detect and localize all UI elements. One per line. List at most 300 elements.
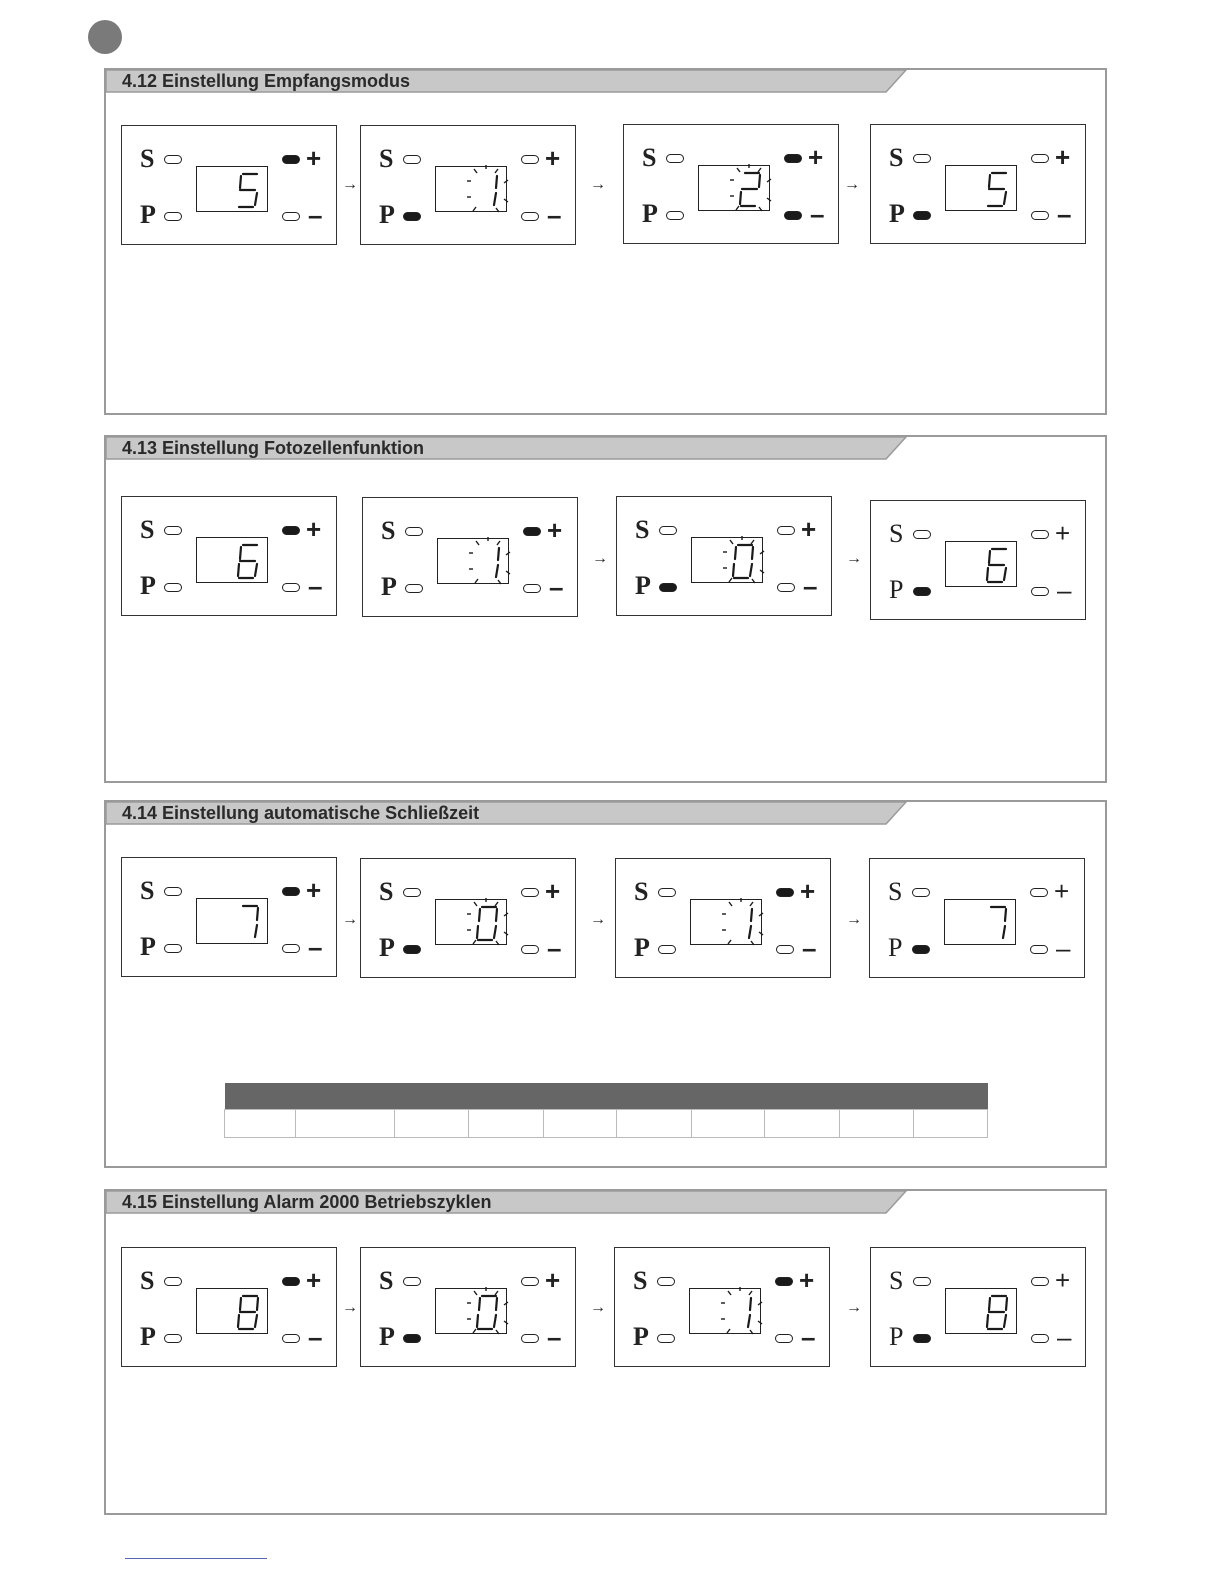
- seven-segment-digit: [197, 1289, 269, 1335]
- plus-led-indicator: [1031, 1277, 1049, 1286]
- plus-key-label: +: [306, 143, 322, 173]
- step-arrow: →: [846, 550, 862, 567]
- plus-key-label: +: [547, 515, 563, 545]
- blink-ray: [504, 913, 508, 916]
- p-key-label: P: [889, 1322, 904, 1351]
- s-led-indicator: [666, 154, 684, 163]
- p-led-indicator: [403, 945, 421, 954]
- s-led-indicator: [912, 888, 930, 897]
- table-row: [225, 1110, 988, 1138]
- p-key-label: P: [379, 933, 395, 962]
- s-led-indicator: [403, 888, 421, 897]
- blink-ray: [473, 1329, 476, 1333]
- table-cell: [295, 1110, 394, 1138]
- blink-ray: [474, 902, 477, 906]
- s-led-indicator: [164, 526, 182, 535]
- digit-segment: [1004, 1315, 1006, 1327]
- step-arrow: →: [846, 911, 862, 928]
- seven-segment-display: [196, 537, 268, 583]
- digit-segment: [240, 1298, 241, 1310]
- p-key-label: P: [888, 933, 903, 962]
- blink-ray: [750, 902, 753, 906]
- display-panel: [360, 858, 576, 978]
- s-led-indicator: [405, 527, 423, 536]
- blink-ray: [496, 208, 499, 212]
- seven-segment-display: [435, 899, 507, 945]
- digit-segment: [752, 547, 753, 559]
- blink-ray: [727, 1329, 730, 1333]
- step-arrow: →: [342, 1299, 358, 1316]
- blink-ray: [474, 1291, 477, 1295]
- step-arrow: →: [342, 176, 358, 193]
- p-led-indicator: [913, 211, 931, 220]
- blink-ray: [760, 551, 764, 554]
- digit-segment: [257, 908, 258, 920]
- section-title: 4.15 Einstellung Alarm 2000 Betriebszyklen: [122, 1192, 492, 1212]
- table-cell: [469, 1110, 544, 1138]
- p-led-indicator: [164, 1334, 182, 1343]
- p-led-indicator: [659, 583, 677, 592]
- minus-key-label: –: [308, 200, 323, 230]
- section-header: [106, 802, 906, 824]
- p-led-indicator: [912, 945, 930, 954]
- p-key-label: P: [642, 199, 658, 228]
- blink-ray: [767, 179, 771, 182]
- seven-segment-display: [196, 166, 268, 212]
- seven-segment-digit: [197, 167, 269, 213]
- digit-segment: [750, 1298, 751, 1310]
- seven-segment-digit: [690, 1289, 762, 1335]
- seven-segment-display: [196, 1288, 268, 1334]
- seven-segment-digit: [197, 899, 269, 945]
- p-key-label: P: [889, 199, 905, 228]
- blink-ray: [473, 940, 476, 944]
- s-key-label: S: [379, 144, 394, 173]
- s-key-label: S: [633, 1266, 648, 1295]
- digit-segment: [255, 193, 257, 205]
- digit-segment: [240, 547, 241, 559]
- blink-ray: [504, 1302, 508, 1305]
- digit-segment: [749, 926, 751, 938]
- digit-segment: [479, 1298, 480, 1310]
- table-cell: [617, 1110, 692, 1138]
- blink-ray: [729, 578, 732, 582]
- plus-key-label: +: [800, 876, 816, 906]
- seven-segment-display: [435, 1288, 507, 1334]
- digit-segment: [257, 1298, 258, 1310]
- display-panel: [121, 496, 337, 616]
- plus-led-indicator: [282, 155, 300, 164]
- blink-ray: [760, 570, 764, 573]
- minus-key-label: –: [1057, 575, 1072, 605]
- seven-segment-display: [689, 1288, 761, 1334]
- s-key-label: S: [635, 515, 650, 544]
- minus-key-label: –: [803, 571, 818, 601]
- seven-segment-digit: [946, 1289, 1018, 1335]
- blink-ray: [504, 1321, 508, 1324]
- digit-segment: [479, 909, 480, 921]
- blink-ray: [728, 940, 731, 944]
- display-panel: [870, 500, 1086, 620]
- blink-ray: [496, 941, 499, 945]
- seven-segment-display: [698, 165, 770, 211]
- blink-ray: [728, 1291, 731, 1295]
- plus-key-label: +: [545, 876, 561, 906]
- digit-segment: [238, 1315, 239, 1327]
- display-panel: [121, 1247, 337, 1367]
- step-arrow: →: [590, 176, 606, 193]
- plus-key-label: +: [306, 875, 322, 905]
- seven-segment-digit: [436, 900, 508, 946]
- digit-segment: [1004, 568, 1006, 580]
- s-key-label: S: [379, 877, 394, 906]
- blink-ray: [504, 932, 508, 935]
- blink-ray: [729, 902, 732, 906]
- p-led-indicator: [164, 583, 182, 592]
- blink-ray: [474, 169, 477, 173]
- p-key-label: P: [140, 1322, 156, 1351]
- table-header-cell: [225, 1083, 988, 1110]
- section-4-12: [104, 68, 1107, 415]
- s-key-label: S: [888, 877, 903, 906]
- blink-ray: [750, 1330, 753, 1334]
- display-panel: [623, 124, 839, 244]
- table-header-row: [225, 1083, 988, 1110]
- blink-ray: [504, 199, 508, 202]
- s-led-indicator: [164, 1277, 182, 1286]
- minus-led-indicator: [521, 945, 539, 954]
- p-key-label: P: [889, 575, 904, 604]
- minus-key-label: –: [1057, 199, 1072, 229]
- section-4-13: [104, 435, 1107, 783]
- p-led-indicator: [164, 212, 182, 221]
- display-panel: [870, 124, 1086, 244]
- blink-ray: [758, 1302, 762, 1305]
- minus-led-indicator: [521, 1334, 539, 1343]
- p-key-label: P: [379, 200, 395, 229]
- digit-segment: [496, 176, 497, 188]
- blink-ray: [751, 540, 754, 544]
- digit-segment: [496, 909, 497, 921]
- digit-segment: [498, 548, 499, 560]
- minus-key-label: –: [802, 933, 817, 963]
- digit-segment: [477, 926, 478, 938]
- s-led-indicator: [403, 1277, 421, 1286]
- minus-key-label: –: [801, 1322, 816, 1352]
- step-arrow: →: [846, 1299, 862, 1316]
- p-led-indicator: [658, 945, 676, 954]
- plus-key-label: +: [1055, 518, 1071, 548]
- seven-segment-digit: [699, 166, 771, 212]
- blink-ray: [737, 168, 740, 172]
- plus-led-indicator: [521, 155, 539, 164]
- p-led-indicator: [666, 211, 684, 220]
- section-header: [106, 70, 906, 92]
- minus-led-indicator: [282, 212, 300, 221]
- seven-segment-digit: [691, 900, 763, 946]
- blink-ray: [730, 540, 733, 544]
- digit-segment: [989, 1298, 990, 1310]
- step-arrow: →: [590, 911, 606, 928]
- footer-rule: [125, 1558, 267, 1559]
- step-arrow: →: [844, 176, 860, 193]
- minus-key-label: –: [308, 1322, 323, 1352]
- s-led-indicator: [913, 530, 931, 539]
- s-key-label: S: [381, 516, 396, 545]
- digit-segment: [255, 564, 257, 576]
- minus-led-indicator: [282, 583, 300, 592]
- s-led-indicator: [403, 155, 421, 164]
- seven-segment-digit: [436, 167, 508, 213]
- digit-segment: [987, 1315, 988, 1327]
- blink-ray: [759, 913, 763, 916]
- digit-segment: [494, 926, 496, 938]
- section-header: [106, 437, 906, 459]
- digit-segment: [987, 568, 988, 580]
- display-panel: [362, 497, 578, 617]
- digit-segment: [496, 1298, 497, 1310]
- digit-segment: [989, 551, 990, 563]
- minus-key-label: –: [1056, 933, 1071, 963]
- section-title: 4.12 Einstellung Empfangsmodus: [122, 71, 411, 91]
- minus-led-indicator: [1031, 587, 1049, 596]
- minus-led-indicator: [1030, 945, 1048, 954]
- s-led-indicator: [913, 154, 931, 163]
- minus-led-indicator: [1031, 1334, 1049, 1343]
- blink-ray: [758, 168, 761, 172]
- digit-segment: [759, 175, 760, 187]
- digit-segment: [750, 564, 752, 576]
- p-led-indicator: [403, 212, 421, 221]
- step-arrow: →: [592, 550, 608, 567]
- minus-key-label: –: [547, 933, 562, 963]
- s-key-label: S: [634, 877, 649, 906]
- seven-segment-display: [196, 898, 268, 944]
- s-led-indicator: [164, 155, 182, 164]
- digit-segment: [240, 176, 241, 188]
- minus-led-indicator: [784, 211, 802, 220]
- s-key-label: S: [140, 144, 155, 173]
- seven-segment-display: [945, 1288, 1017, 1334]
- display-panel: [121, 125, 337, 245]
- display-panel: [121, 857, 337, 977]
- minus-led-indicator: [777, 583, 795, 592]
- minus-led-indicator: [523, 584, 541, 593]
- digit-segment: [494, 1315, 496, 1327]
- display-panel: [614, 1247, 830, 1367]
- seven-segment-display: [944, 899, 1016, 945]
- blink-ray: [506, 552, 510, 555]
- p-led-indicator: [913, 1334, 931, 1343]
- minus-key-label: –: [810, 199, 825, 229]
- p-key-label: P: [635, 571, 651, 600]
- plus-key-label: +: [799, 1265, 815, 1295]
- display-panel: [869, 858, 1085, 978]
- p-key-label: P: [381, 572, 397, 601]
- p-led-indicator: [913, 587, 931, 596]
- digit-segment: [255, 1315, 257, 1327]
- minus-key-label: –: [308, 571, 323, 601]
- blink-ray: [475, 579, 478, 583]
- digit-segment: [477, 1315, 478, 1327]
- p-led-indicator: [405, 584, 423, 593]
- digit-segment: [735, 547, 736, 559]
- digit-segment: [751, 909, 752, 921]
- p-key-label: P: [140, 200, 156, 229]
- s-key-label: S: [140, 1266, 155, 1295]
- plus-led-indicator: [1031, 154, 1049, 163]
- digit-segment: [989, 175, 990, 187]
- seven-segment-display: [690, 899, 762, 945]
- digit-segment: [733, 564, 734, 576]
- s-key-label: S: [379, 1266, 394, 1295]
- digit-segment: [748, 1315, 750, 1327]
- display-panel: [615, 858, 831, 978]
- minus-key-label: –: [549, 572, 564, 602]
- plus-key-label: +: [306, 514, 322, 544]
- blink-ray: [758, 1321, 762, 1324]
- blink-ray: [497, 541, 500, 545]
- table-cell: [225, 1110, 296, 1138]
- blink-ray: [751, 941, 754, 945]
- seven-segment-digit: [946, 542, 1018, 588]
- plus-key-label: +: [545, 143, 561, 173]
- blink-ray: [476, 541, 479, 545]
- s-key-label: S: [140, 515, 155, 544]
- display-panel: [616, 496, 832, 616]
- plus-led-indicator: [1031, 530, 1049, 539]
- plus-key-label: +: [306, 1265, 322, 1295]
- plus-led-indicator: [282, 887, 300, 896]
- blink-ray: [473, 207, 476, 211]
- minus-key-label: –: [547, 1322, 562, 1352]
- blink-ray: [495, 902, 498, 906]
- digit-segment: [496, 565, 498, 577]
- seven-segment-display: [945, 165, 1017, 211]
- plus-key-label: +: [1055, 1265, 1071, 1295]
- minus-key-label: –: [547, 200, 562, 230]
- p-led-indicator: [403, 1334, 421, 1343]
- seven-segment-display: [945, 541, 1017, 587]
- s-led-indicator: [657, 1277, 675, 1286]
- seven-segment-digit: [946, 166, 1018, 212]
- digit-segment: [238, 564, 239, 576]
- blink-ray: [504, 180, 508, 183]
- section-title: 4.14 Einstellung automatische Schließzeit: [122, 803, 480, 823]
- display-panel: [360, 1247, 576, 1367]
- plus-led-indicator: [521, 1277, 539, 1286]
- plus-led-indicator: [784, 154, 802, 163]
- blink-ray: [752, 579, 755, 583]
- seven-segment-display: [437, 538, 509, 584]
- blink-ray: [749, 1291, 752, 1295]
- table-cell: [691, 1110, 765, 1138]
- plus-led-indicator: [523, 527, 541, 536]
- section-4-14: [104, 800, 1107, 1168]
- digit-segment: [1003, 926, 1005, 938]
- digit-segment: [1006, 1298, 1007, 1310]
- blink-ray: [495, 1291, 498, 1295]
- section-4-15: [104, 1189, 1107, 1515]
- table-cell: [839, 1110, 914, 1138]
- seven-segment-display: [691, 537, 763, 583]
- minus-led-indicator: [1031, 211, 1049, 220]
- s-key-label: S: [889, 519, 904, 548]
- blink-ray: [496, 1330, 499, 1334]
- section-title: 4.13 Einstellung Fotozellenfunktion: [122, 438, 425, 458]
- s-led-indicator: [658, 888, 676, 897]
- s-key-label: S: [889, 1266, 904, 1295]
- plus-key-label: +: [1055, 142, 1071, 172]
- p-key-label: P: [634, 933, 650, 962]
- plus-key-label: +: [1054, 876, 1070, 906]
- minus-led-indicator: [282, 944, 300, 953]
- plus-key-label: +: [545, 1265, 561, 1295]
- minus-led-indicator: [282, 1334, 300, 1343]
- seven-segment-digit: [438, 539, 510, 585]
- seven-segment-display: [435, 166, 507, 212]
- table-cell: [765, 1110, 840, 1138]
- minus-key-label: –: [308, 932, 323, 962]
- step-arrow: →: [590, 1299, 606, 1316]
- blink-ray: [495, 169, 498, 173]
- plus-key-label: +: [808, 142, 824, 172]
- minus-key-label: –: [1057, 1322, 1072, 1352]
- p-led-indicator: [164, 944, 182, 953]
- blink-ray: [759, 207, 762, 211]
- blink-ray: [498, 580, 501, 584]
- step-arrow: →: [342, 911, 358, 928]
- digit-segment: [740, 192, 741, 204]
- display-panel: [870, 1247, 1086, 1367]
- p-key-label: P: [140, 571, 156, 600]
- plus-led-indicator: [777, 526, 795, 535]
- p-key-label: P: [379, 1322, 395, 1351]
- minus-led-indicator: [776, 945, 794, 954]
- digit-segment: [1005, 909, 1006, 921]
- section-header: [106, 1191, 906, 1213]
- seven-segment-digit: [197, 538, 269, 584]
- blink-ray: [506, 571, 510, 574]
- page-number-badge: [88, 20, 122, 54]
- seven-segment-digit: [692, 538, 764, 584]
- digit-segment: [494, 193, 496, 205]
- p-key-label: P: [633, 1322, 649, 1351]
- p-led-indicator: [657, 1334, 675, 1343]
- s-led-indicator: [164, 887, 182, 896]
- p-key-label: P: [140, 932, 156, 961]
- plus-led-indicator: [1030, 888, 1048, 897]
- plus-led-indicator: [282, 1277, 300, 1286]
- settings-table: [224, 1083, 988, 1138]
- blink-ray: [759, 932, 763, 935]
- plus-key-label: +: [801, 514, 817, 544]
- table-cell: [394, 1110, 469, 1138]
- table-cell: [543, 1110, 617, 1138]
- seven-segment-digit: [436, 1289, 508, 1335]
- minus-led-indicator: [521, 212, 539, 221]
- plus-led-indicator: [775, 1277, 793, 1286]
- display-panel: [360, 125, 576, 245]
- minus-led-indicator: [775, 1334, 793, 1343]
- plus-led-indicator: [282, 526, 300, 535]
- s-key-label: S: [140, 876, 155, 905]
- seven-segment-digit: [945, 900, 1017, 946]
- plus-led-indicator: [521, 888, 539, 897]
- blink-ray: [736, 206, 739, 210]
- s-led-indicator: [659, 526, 677, 535]
- digit-segment: [255, 925, 257, 937]
